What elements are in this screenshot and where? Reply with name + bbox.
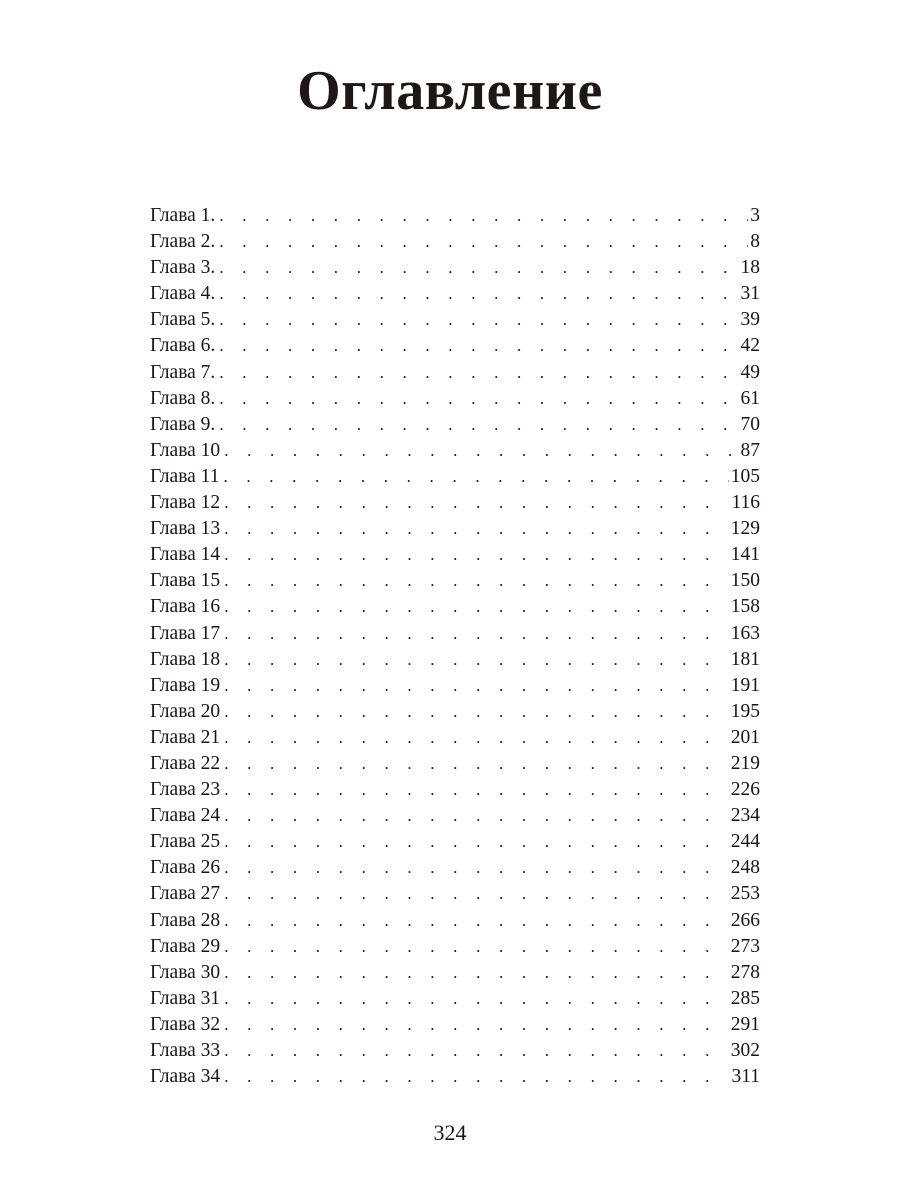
toc-entry [150, 360, 760, 386]
toc-entry-label: Глава 15 [150, 570, 221, 592]
toc-entry [150, 621, 760, 647]
toc-dot-leader [224, 986, 729, 1012]
toc-dot-leader [219, 203, 748, 229]
toc-entry [150, 829, 760, 855]
toc-dot-leader [224, 647, 729, 673]
toc-entry-page: 302 [730, 1040, 760, 1061]
toc-dot-leader [224, 568, 729, 594]
toc-entry-page: 291 [730, 1013, 760, 1035]
toc-entry [150, 934, 760, 960]
toc-dot-leader [224, 881, 729, 907]
toc-entry [150, 777, 760, 803]
toc-entry-page: 191 [730, 674, 760, 696]
toc-entry [150, 881, 760, 907]
toc-entry-page: 3 [750, 205, 760, 226]
toc-entry-label: Глава 30 [150, 961, 221, 983]
toc-entry-page: 105 [730, 465, 760, 487]
page-title: Оглавление [297, 60, 603, 122]
toc-dot-leader [224, 621, 729, 647]
toc-entry-label: Глава 7. [150, 361, 216, 383]
toc-entry [150, 803, 760, 829]
toc-entry-label: Глава 22 [150, 752, 221, 774]
toc-entry-page: 163 [730, 622, 760, 644]
toc-entry [150, 386, 760, 412]
toc-entry [150, 438, 760, 464]
toc-entry-label: Глава 19 [150, 674, 221, 696]
toc-entry-label: Глава 16 [150, 596, 221, 618]
toc-dot-leader [219, 386, 738, 412]
toc-entry-label: Глава 11 [150, 465, 220, 487]
toc-entry-page: 195 [730, 700, 760, 722]
toc-dot-leader [224, 594, 729, 620]
toc-entry [150, 986, 760, 1012]
toc-entry-label: Глава 17 [150, 622, 221, 644]
toc-entry [150, 464, 760, 490]
toc-dot-leader [219, 281, 738, 307]
toc-entry-page: 253 [730, 883, 760, 905]
toc-dot-leader [224, 673, 729, 699]
toc-dot-leader [224, 725, 729, 751]
toc-dot-leader [223, 464, 728, 490]
toc-dot-leader [224, 1064, 729, 1090]
toc-dot-leader [219, 333, 738, 359]
toc-entry [150, 673, 760, 699]
toc-dot-leader [224, 829, 729, 855]
toc-entry-label: Глава 10 [150, 439, 221, 461]
toc-entry-page: 70 [740, 413, 760, 435]
toc-entry-page: 116 [731, 492, 760, 514]
toc-entry-page: 248 [730, 857, 760, 879]
toc-entry [150, 412, 760, 438]
toc-dot-leader [224, 908, 729, 934]
toc-dot-leader [224, 516, 729, 542]
toc-entry [150, 490, 760, 516]
toc-entry-page: 31 [740, 283, 760, 305]
toc-entry-page: 49 [740, 361, 760, 383]
toc-entry [150, 594, 760, 620]
toc-entry-label: Глава 1. [150, 205, 216, 226]
toc-entry [150, 1064, 760, 1090]
page-number: 324 [433, 1120, 467, 1145]
toc-dot-leader [224, 855, 729, 881]
toc-entry [150, 542, 760, 568]
toc-dot-leader [224, 751, 729, 777]
toc-entry-label: Глава 33 [150, 1040, 221, 1061]
toc-entry-label: Глава 29 [150, 935, 221, 957]
toc-entry-label: Глава 9. [150, 413, 216, 435]
toc-dot-leader [219, 229, 748, 255]
toc-dot-leader [219, 360, 738, 386]
toc-entry-label: Глава 14 [150, 544, 221, 566]
toc-dot-leader [224, 934, 729, 960]
toc-entry-label: Глава 18 [150, 648, 221, 670]
toc-entry [150, 725, 760, 751]
toc-dot-leader [224, 1012, 729, 1038]
toc-entry-page: 201 [730, 726, 760, 748]
toc-entry-label: Глава 13 [150, 518, 221, 540]
toc-entry-label: Глава 20 [150, 700, 221, 722]
toc-entry-page: 18 [740, 257, 760, 279]
toc-entry-label: Глава 26 [150, 857, 221, 879]
toc-entry-page: 278 [730, 961, 760, 983]
toc-entry-label: Глава 31 [150, 987, 221, 1009]
toc-entry [150, 1012, 760, 1038]
toc-entry-label: Глава 5. [150, 309, 216, 331]
toc-entry-page: 87 [740, 439, 760, 461]
toc-entry-label: Глава 34 [150, 1066, 221, 1088]
toc-dot-leader [224, 803, 729, 829]
toc-entry-label: Глава 3. [150, 257, 216, 279]
toc-entry-label: Глава 23 [150, 779, 221, 801]
toc-entry [150, 1038, 760, 1064]
toc-dot-leader [224, 438, 738, 464]
toc-entry-label: Глава 28 [150, 909, 221, 931]
toc-entry [150, 908, 760, 934]
toc-dot-leader [219, 412, 738, 438]
toc-entry-page: 311 [731, 1066, 760, 1088]
table-of-contents [150, 203, 760, 1090]
toc-entry [150, 229, 760, 255]
toc-entry-label: Глава 25 [150, 831, 221, 853]
toc-dot-leader [224, 699, 729, 725]
toc-entry-page: 226 [730, 779, 760, 801]
toc-dot-leader [219, 255, 738, 281]
toc-entry [150, 751, 760, 777]
toc-entry-page: 8 [750, 231, 760, 253]
toc-entry [150, 960, 760, 986]
toc-dot-leader [224, 490, 729, 516]
toc-entry-page: 141 [730, 544, 760, 566]
toc-dot-leader [224, 1038, 729, 1064]
toc-entry [150, 568, 760, 594]
toc-entry-page: 244 [730, 831, 760, 853]
toc-entry-page: 42 [740, 335, 760, 357]
toc-dot-leader [219, 307, 738, 333]
toc-dot-leader [224, 960, 729, 986]
toc-entry [150, 855, 760, 881]
toc-dot-leader [224, 777, 729, 803]
toc-entry-page: 181 [730, 648, 760, 670]
toc-entry-page: 285 [730, 987, 760, 1009]
toc-entry-page: 273 [730, 935, 760, 957]
toc-entry-label: Глава 8. [150, 387, 216, 409]
toc-entry [150, 281, 760, 307]
toc-entry-label: Глава 27 [150, 883, 221, 905]
toc-entry-page: 129 [730, 518, 760, 540]
toc-entry [150, 516, 760, 542]
toc-entry-label: Глава 21 [150, 726, 221, 748]
toc-entry [150, 333, 760, 359]
toc-entry-label: Глава 6. [150, 335, 216, 357]
toc-entry-page: 150 [730, 570, 760, 592]
toc-entry-page: 158 [730, 596, 760, 618]
toc-entry-page: 266 [730, 909, 760, 931]
toc-entry-label: Глава 12 [150, 492, 221, 514]
toc-entry-label: Глава 24 [150, 805, 221, 827]
toc-entry-label: Глава 4. [150, 283, 216, 305]
toc-entry-label: Глава 2. [150, 231, 216, 253]
toc-entry-page: 39 [740, 309, 760, 331]
toc-entry-page: 234 [730, 805, 760, 827]
toc-entry-label: Глава 32 [150, 1013, 221, 1035]
toc-entry [150, 647, 760, 673]
toc-entry [150, 203, 760, 229]
toc-entry [150, 307, 760, 333]
toc-entry [150, 255, 760, 281]
toc-entry-page: 219 [730, 752, 760, 774]
toc-dot-leader [224, 542, 729, 568]
toc-entry-page: 61 [740, 387, 760, 409]
toc-entry [150, 699, 760, 725]
